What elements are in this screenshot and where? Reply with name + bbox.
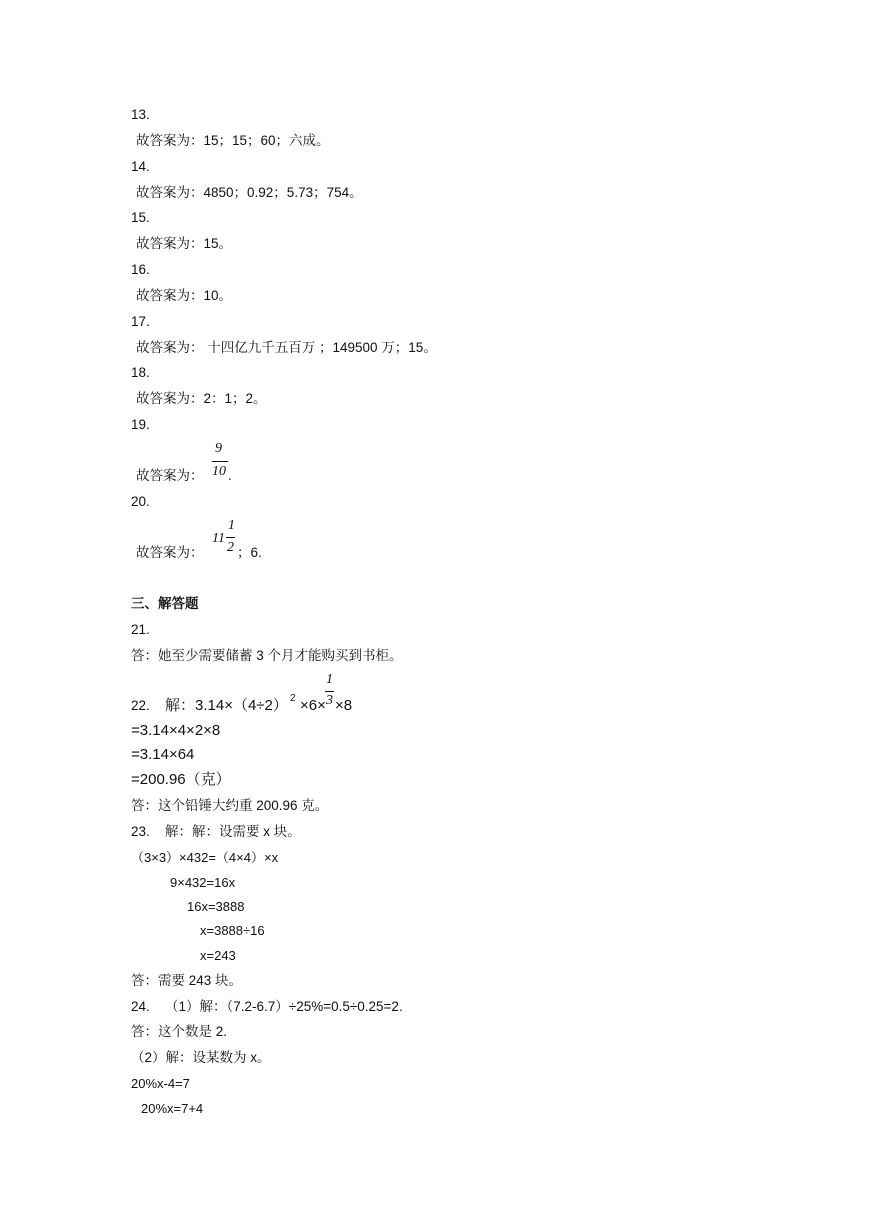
solution-step: 20%x-4=7 bbox=[131, 1076, 190, 1091]
answer-line: 答：她至少需要储蓄 3 个月才能购买到书柜。 bbox=[131, 648, 403, 663]
section-title: 三、解答题 bbox=[131, 596, 199, 611]
fraction-bar bbox=[226, 537, 235, 538]
answer-line: 故答案为：4850；0.92；5.73；754。 bbox=[136, 185, 363, 200]
answer-prefix: 故答案为： bbox=[136, 545, 204, 560]
solution-lead: 解：3.14×（4÷2） bbox=[165, 697, 288, 714]
solution-part: （1）解：（7.2-6.7）÷25%=0.5÷0.25=2. bbox=[165, 999, 403, 1014]
fraction-numerator: 1 bbox=[326, 672, 333, 687]
solution-step: 9×432=16x bbox=[170, 875, 236, 890]
answer-line: 故答案为：15。 bbox=[136, 236, 233, 251]
question-number: 18. bbox=[131, 365, 150, 380]
mixed-number-whole: 11 bbox=[212, 531, 225, 546]
fraction-denominator: 2 bbox=[227, 540, 234, 555]
solution-part: （2）解：设某数为 x。 bbox=[131, 1050, 271, 1065]
answer-line: 答：这个铅锤大约重 200.96 克。 bbox=[131, 798, 329, 813]
fraction-bar bbox=[325, 691, 334, 692]
answer-prefix: 故答案为： bbox=[136, 468, 204, 483]
answer-suffix: . bbox=[228, 468, 232, 483]
solution-step: =3.14×4×2×8 bbox=[131, 722, 221, 739]
question-number: 23. bbox=[131, 824, 150, 839]
question-number: 19. bbox=[131, 417, 150, 432]
solution-step: （3×3）×432=（4×4）×x bbox=[131, 850, 279, 865]
exponent: 2 bbox=[290, 693, 296, 704]
question-number: 20. bbox=[131, 494, 150, 509]
solution-step: =200.96（克） bbox=[131, 771, 231, 788]
question-number: 14. bbox=[131, 159, 150, 174]
question-number: 22. bbox=[131, 698, 150, 713]
fraction-denominator: 10 bbox=[212, 464, 226, 479]
answer-suffix: ；6. bbox=[237, 545, 262, 560]
solution-mid: ×6× bbox=[300, 697, 326, 714]
solution-step: 16x=3888 bbox=[187, 899, 245, 914]
question-number: 17. bbox=[131, 314, 150, 329]
question-number: 13. bbox=[131, 107, 150, 122]
question-number: 15. bbox=[131, 210, 150, 225]
fraction-denominator: 3 bbox=[326, 693, 333, 708]
question-number: 21. bbox=[131, 622, 150, 637]
solution-tail: ×8 bbox=[335, 697, 353, 714]
solution-step: 20%x=7+4 bbox=[141, 1101, 204, 1116]
question-number: 24. bbox=[131, 999, 150, 1014]
answer-line: 故答案为： 十四亿九千五百万 ；149500 万；15。 bbox=[136, 340, 437, 355]
solution-step: x=243 bbox=[200, 948, 236, 963]
answer-line: 故答案为：10。 bbox=[136, 288, 233, 303]
fraction-numerator: 9 bbox=[215, 441, 222, 456]
answer-line: 故答案为：2：1；2。 bbox=[136, 391, 267, 406]
answer-line: 答：需要 243 块。 bbox=[131, 973, 243, 988]
question-number: 16. bbox=[131, 262, 150, 277]
answer-line: 答：这个数是 2. bbox=[131, 1024, 228, 1039]
solution-lead: 解：解：设需要 x 块。 bbox=[165, 824, 301, 839]
fraction-bar bbox=[212, 461, 228, 462]
solution-step: x=3888÷16 bbox=[200, 923, 265, 938]
fraction-numerator: 1 bbox=[228, 518, 235, 533]
solution-step: =3.14×64 bbox=[131, 746, 195, 763]
answer-line: 故答案为：15；15；60；六成。 bbox=[136, 133, 330, 148]
